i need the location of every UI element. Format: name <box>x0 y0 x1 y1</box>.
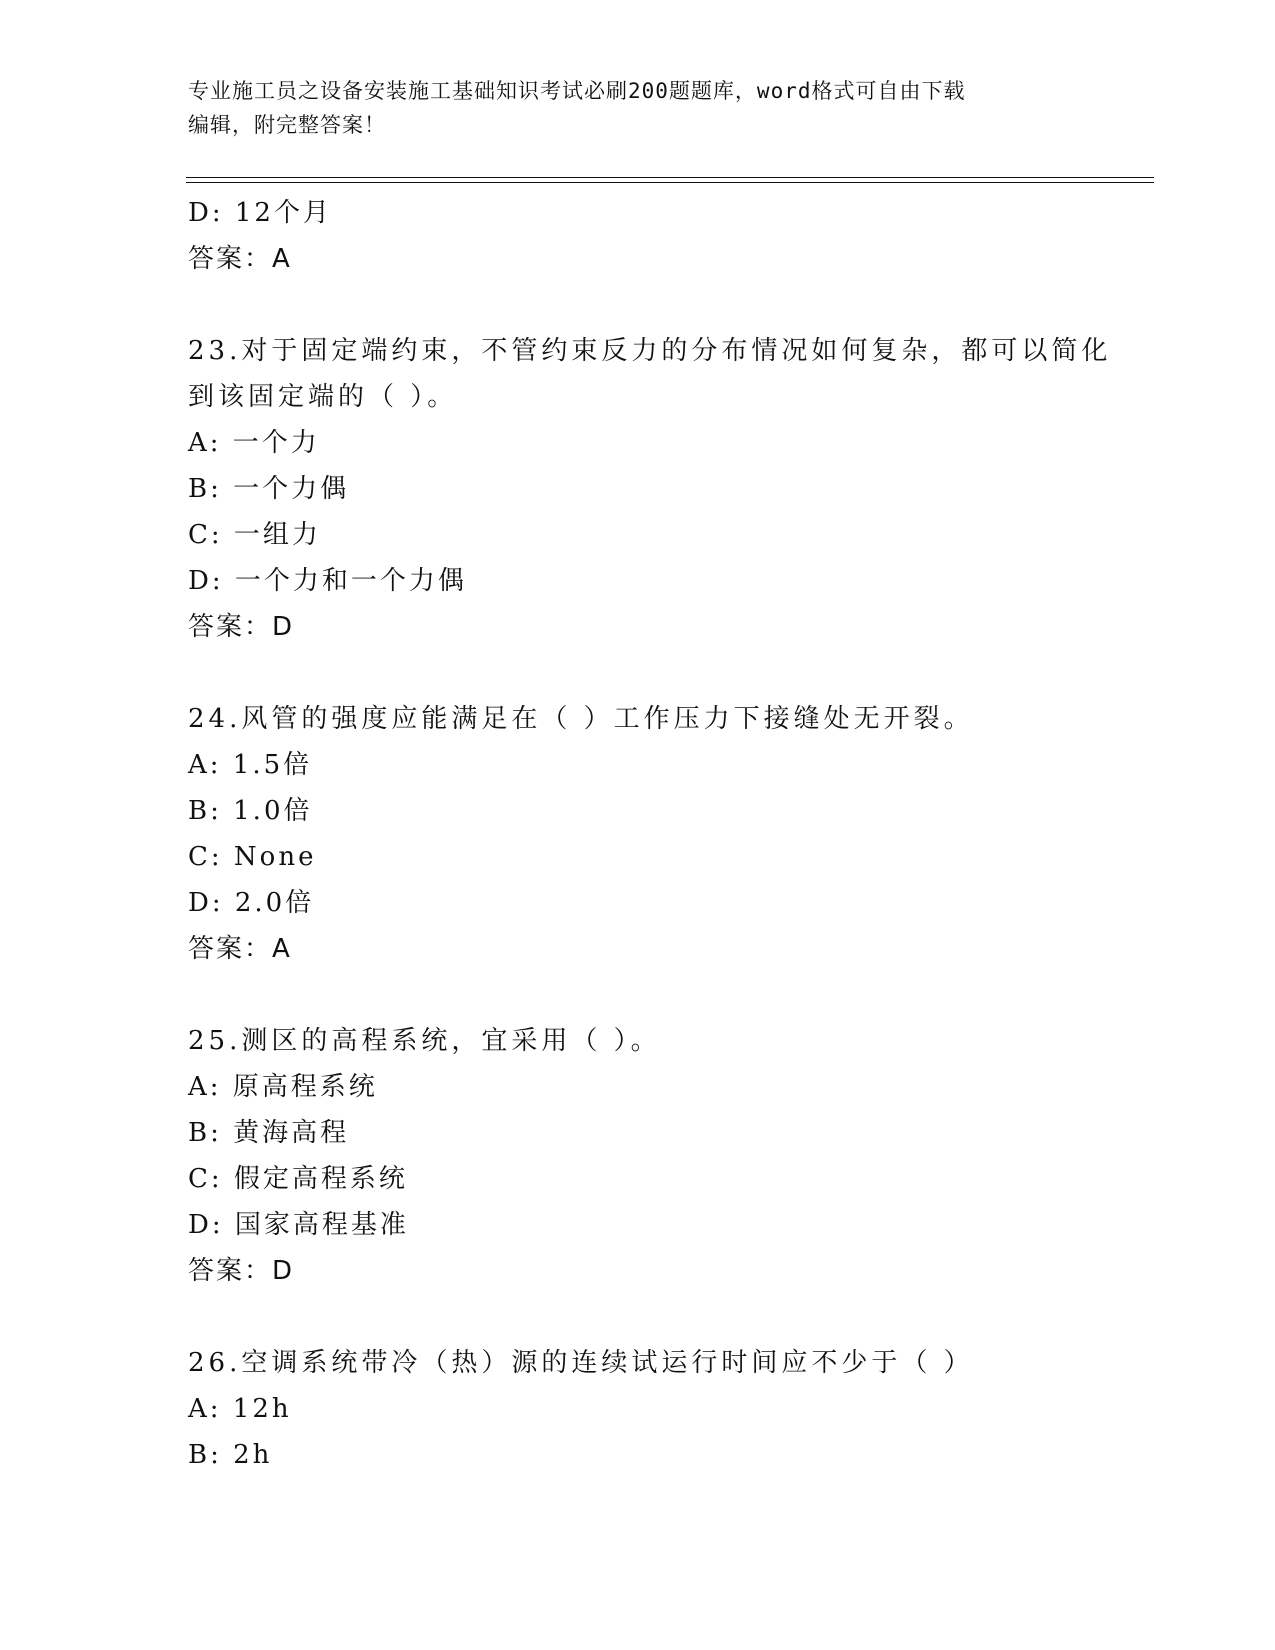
question-list <box>188 190 1112 1478</box>
answer-option: C: 一组力 <box>188 520 321 550</box>
answer-key: 答案：D <box>188 1256 295 1286</box>
question-spacer <box>188 972 1088 1018</box>
question-stem-line: 25.测区的高程系统，宜采用（ ）。 <box>188 1026 661 1056</box>
question-spacer <box>188 282 1088 328</box>
answer-option: B: 1.0倍 <box>188 796 313 826</box>
header-title-line-2: 编辑，附完整答案！ <box>188 113 386 137</box>
answer-option: A: 原高程系统 <box>188 1072 378 1102</box>
question-stem-line: 23.对于固定端约束，不管约束反力的分布情况如何复杂，都可以简化 <box>188 336 1112 366</box>
answer-option: B: 黄海高程 <box>188 1118 350 1148</box>
answer-option: B: 2h <box>188 1440 273 1470</box>
question-stem-line: 26.空调系统带冷（热）源的连续试运行时间应不少于（ ） <box>188 1348 974 1378</box>
question-spacer <box>188 1294 1088 1340</box>
header-divider-top <box>186 177 1154 178</box>
answer-option: C: 假定高程系统 <box>188 1164 408 1194</box>
answer-option: D: 12个月 <box>188 198 332 228</box>
question-stem-line: 24.风管的强度应能满足在（ ）工作压力下接缝处无开裂。 <box>188 704 974 734</box>
question-stem-line: 到该固定端的（ ）。 <box>188 382 458 412</box>
answer-option: A: 12h <box>188 1394 292 1424</box>
answer-option: D: 一个力和一个力偶 <box>188 566 467 596</box>
answer-option: C: None <box>188 842 317 872</box>
answer-option: A: 1.5倍 <box>188 750 313 780</box>
question-spacer <box>188 650 1088 696</box>
answer-option: D: 国家高程基准 <box>188 1210 409 1240</box>
answer-key: 答案：A <box>188 934 292 964</box>
header-divider-bottom <box>186 182 1154 183</box>
answer-key: 答案：D <box>188 612 295 642</box>
answer-option: D: 2.0倍 <box>188 888 315 918</box>
answer-option: A: 一个力 <box>188 428 320 458</box>
document-header <box>188 74 1068 142</box>
answer-option: B: 一个力偶 <box>188 474 350 504</box>
header-title-line-1: 专业施工员之设备安装施工基础知识考试必刷200题题库，word格式可自由下载 <box>188 79 966 103</box>
answer-key: 答案：A <box>188 244 292 274</box>
